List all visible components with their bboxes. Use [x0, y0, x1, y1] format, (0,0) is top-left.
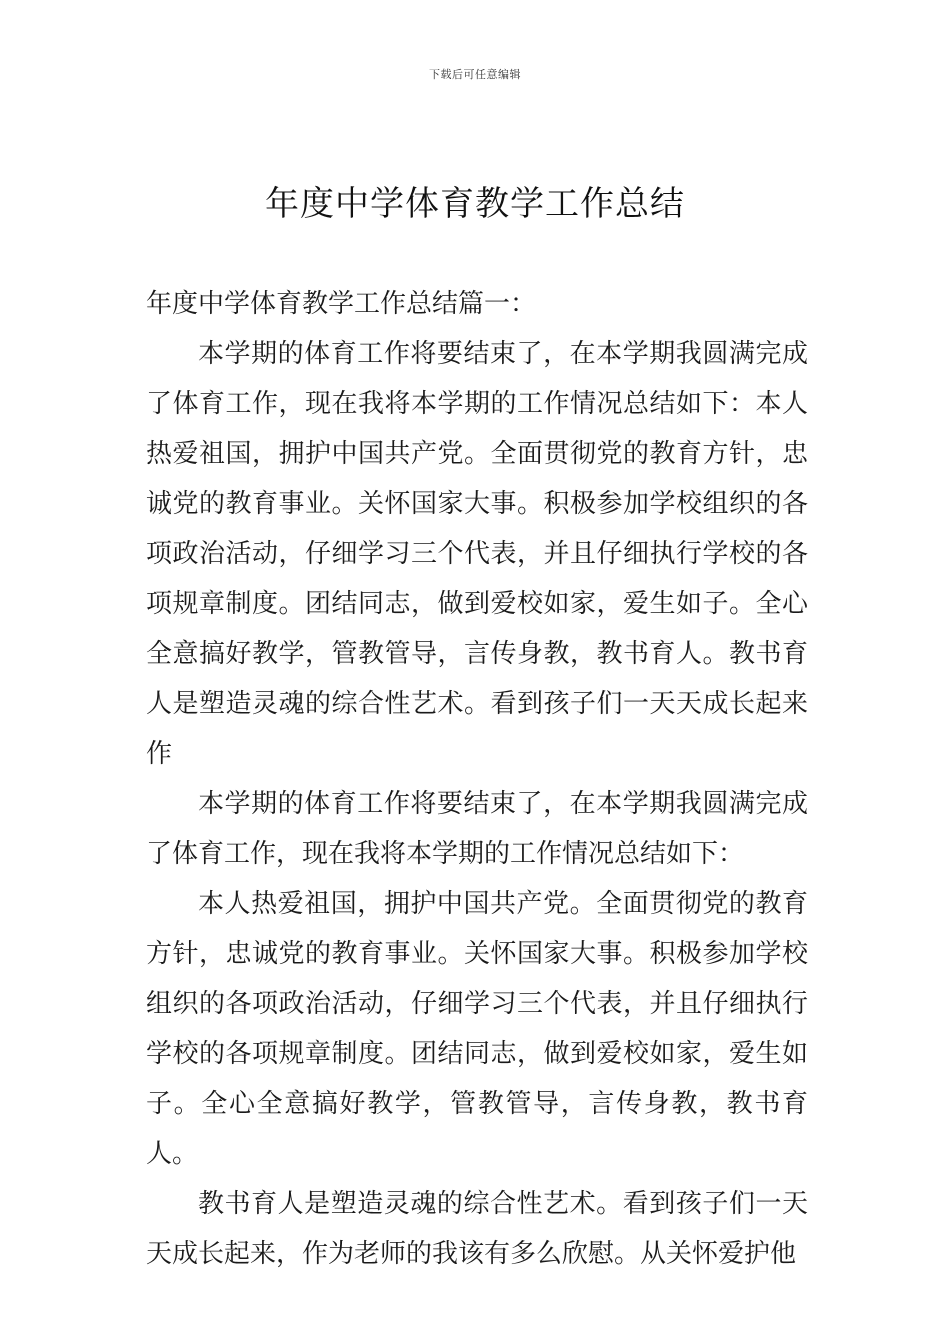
paragraph-1: 本学期的体育工作将要结束了，在本学期我圆满完成了体育工作，现在我将本学期的工作情况总结如下：本人热爱祖国，拥护中国共产党。全面贯彻党的教育方针，忠诚党的教育事业。关怀国家大事。积极参加学校组织的各项政治活动，仔细学习三个代表，并且仔细执行学校的各项规章制度。团结同志，做到爱校如家，爱生如子。全心全意搞好教学，管教管导，言传身教，教书育人。教书育人是塑造灵魂的综合性艺术。看到孩子们一天天成长起来作 [146, 339, 808, 769]
document-body [146, 279, 808, 1279]
section-heading: 年度中学体育教学工作总结篇一： [146, 289, 537, 319]
paragraph-2: 本学期的体育工作将要结束了，在本学期我圆满完成了体育工作，现在我将本学期的工作情况总结如下： [146, 789, 808, 869]
document-title: 年度中学体育教学工作总结 [265, 184, 685, 224]
paragraph-3: 本人热爱祖国，拥护中国共产党。全面贯彻党的教育方针，忠诚党的教育事业。关怀国家大事。积极参加学校组织的各项政治活动，仔细学习三个代表，并且仔细执行学校的各项规章制度。团结同志，做到爱校如家，爱生如子。全心全意搞好教学，管教管导，言传身教，教书育人。 [146, 889, 808, 1169]
header-note: 下载后可任意编辑 [429, 68, 521, 81]
paragraph-4: 教书育人是塑造灵魂的综合性艺术。看到孩子们一天天成长起来，作为老师的我该有多么欣慰。从关怀爱护他 [146, 1189, 808, 1269]
